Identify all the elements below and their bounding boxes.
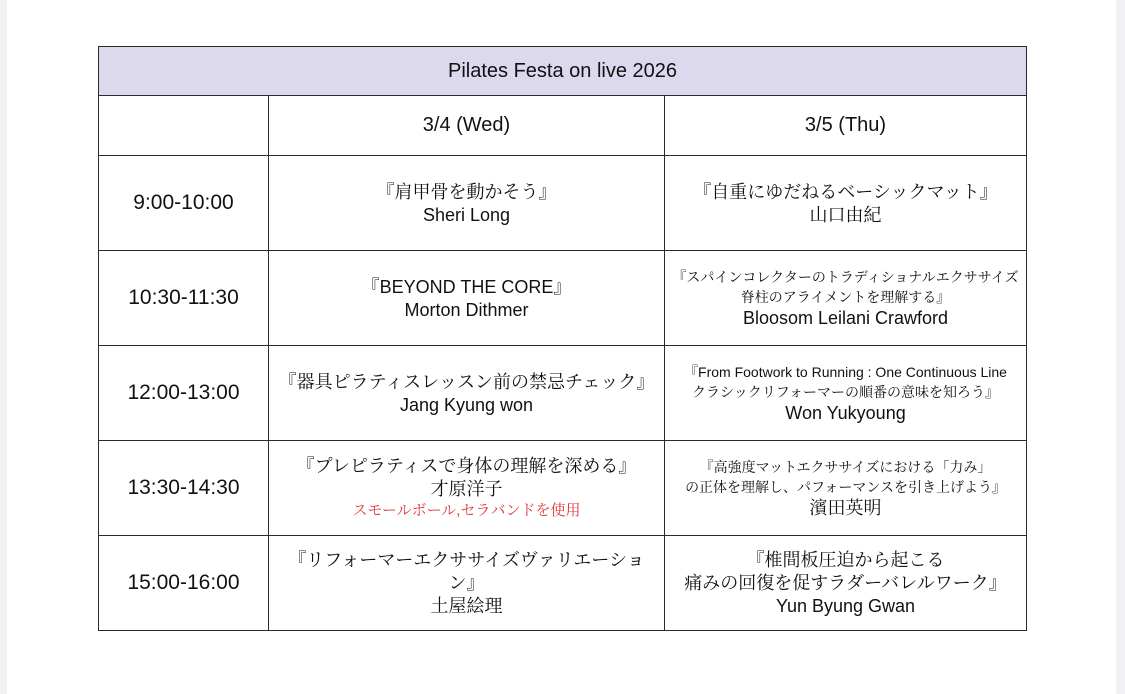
session-title: 『BEYOND THE CORE』: [361, 276, 572, 297]
table-row: [99, 346, 1027, 441]
equipment-note: スモールボール,セラバンドを使用: [352, 501, 581, 519]
time-slot: 15:00-16:00: [99, 536, 269, 631]
document-page: [7, 0, 1116, 694]
date-day2: 3/5 (Thu): [665, 96, 1027, 156]
session-cell: [269, 346, 665, 441]
session-title-line2: 痛みの回復を促すラダーバレルワーク』: [684, 573, 1007, 593]
corner-cell: [99, 96, 269, 156]
table-row: [99, 536, 1027, 631]
session-cell: [665, 536, 1027, 631]
session-cell: [665, 156, 1027, 251]
time-slot: 13:30-14:30: [99, 441, 269, 536]
date-row: [99, 96, 1027, 156]
session-cell: [269, 251, 665, 346]
table-row: [99, 441, 1027, 536]
instructor-name: Won Yukyoung: [785, 403, 906, 423]
instructor-name: Morton Dithmer: [404, 299, 529, 320]
instructor-name: Bloosom Leilani Crawford: [742, 308, 949, 328]
session-title: 『肩甲骨を動かそう』: [376, 181, 557, 202]
session-title: 『リフォーマーエクササイズヴァリエーション』: [288, 550, 645, 593]
instructor-name: Sheri Long: [422, 204, 511, 225]
session-cell: [665, 251, 1027, 346]
session-title: 『器具ピラティスレッスン前の禁忌チェック』: [278, 371, 655, 392]
date-day1: 3/4 (Wed): [269, 96, 665, 156]
session-title-line1: 『スパインコレクターのトラディショナルエクササイズ: [672, 269, 1019, 285]
schedule-table: [98, 46, 1027, 631]
instructor-name: 土屋絵理: [430, 596, 503, 616]
session-title-line2: の正体を理解し、パフォーマンスを引き上げよう』: [685, 479, 1006, 495]
instructor-name: Yun Byung Gwan: [775, 596, 916, 616]
time-slot: 9:00-10:00: [99, 156, 269, 251]
table-row: [99, 156, 1027, 251]
session-title: 『プレピラティスで身体の理解を深める』: [296, 455, 637, 476]
instructor-name: 才原洋子: [430, 478, 503, 499]
event-title: Pilates Festa on live 2026: [99, 47, 1027, 96]
session-cell: [665, 441, 1027, 536]
session-title-line2: クラシックリフォーマーの順番の意味を知ろう』: [691, 384, 1000, 400]
time-slot: 12:00-13:00: [99, 346, 269, 441]
instructor-name: 山口由紀: [809, 204, 882, 225]
title-row: [99, 47, 1027, 96]
session-title-line1: 『From Footwork to Running : One Continuous Line: [684, 364, 1007, 380]
session-title-line1: 『椎間板圧迫から起こる: [746, 550, 945, 570]
instructor-name: Jang Kyung won: [399, 394, 534, 415]
session-title: 『自重にゆだねるベーシックマット』: [693, 181, 998, 202]
time-slot: 10:30-11:30: [99, 251, 269, 346]
session-cell: [269, 536, 665, 631]
session-title-line1: 『高強度マットエクササイズにおける「力み」: [699, 459, 992, 475]
session-cell: [269, 156, 665, 251]
instructor-name: 濱田英明: [809, 498, 882, 518]
session-cell: [269, 441, 665, 536]
table-row: [99, 251, 1027, 346]
session-cell: [665, 346, 1027, 441]
session-title-line2: 脊柱のアライメントを理解する』: [740, 289, 951, 305]
